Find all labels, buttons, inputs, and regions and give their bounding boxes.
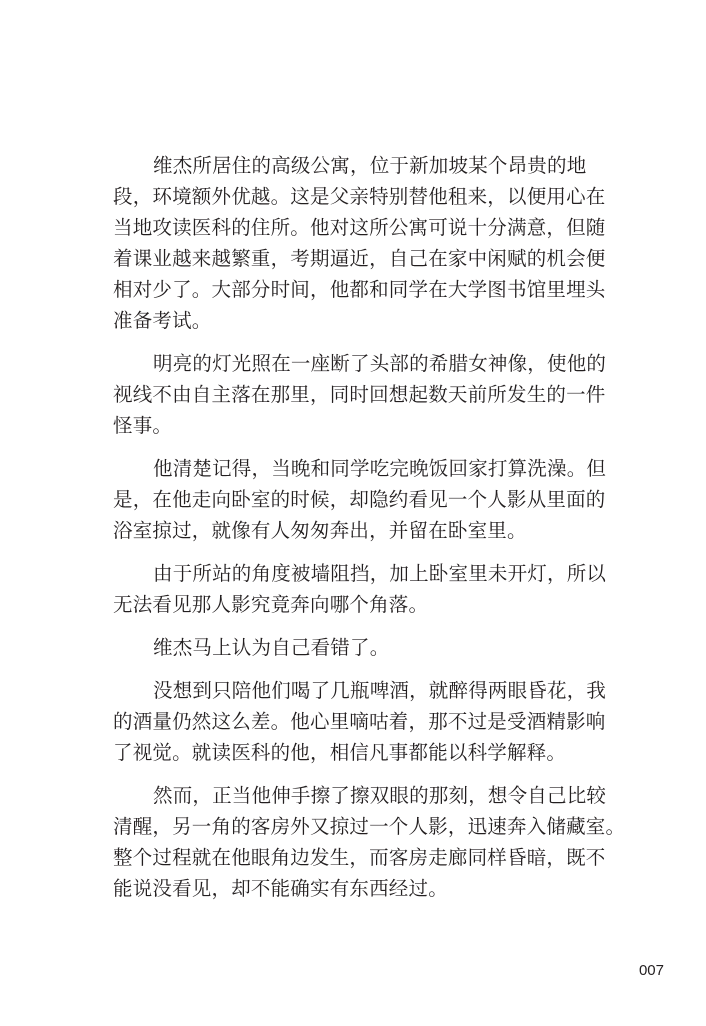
- paragraph-7: [113, 780, 626, 904]
- text-line: 当地攻读医科的住所。他对这所公寓可说十分满意，但随: [113, 216, 606, 239]
- text-line: 准备考试。: [113, 309, 212, 332]
- text-line: 然而，正当他伸手擦了擦双眼的那刻，想令自己比较: [153, 784, 607, 807]
- page-number: 007: [638, 962, 664, 979]
- text-line: 整个过程就在他眼角边发生，而客房走廊同样昏暗，既不: [113, 846, 606, 869]
- text-line: 浴室掠过，就像有人匆匆奔出，并留在卧室里。: [113, 519, 527, 542]
- text-line: 是，在他走向卧室的时候，却隐约看见一个人影从里面的: [113, 488, 606, 511]
- text-line: 能说没看见，却不能确实有东西经过。: [113, 877, 448, 900]
- text-line: 怪事。: [113, 414, 173, 437]
- paragraph-2: [113, 348, 613, 441]
- text-line: 维杰所居住的高级公寓，位于新加坡某个昂贵的地: [153, 154, 587, 177]
- paragraph-5: [113, 632, 613, 663]
- text-line: 由于所站的角度被墙阻挡，加上卧室里未开灯，所以: [153, 562, 607, 585]
- text-line: 的酒量仍然这么差。他心里嘀咕着，那不过是受酒精影响: [113, 710, 606, 733]
- paragraph-4: [113, 558, 613, 620]
- body-text: [113, 150, 626, 916]
- text-line: 段，环境额外优越。这是父亲特别替他租来，以便用心在: [113, 185, 606, 208]
- text-line: 了视觉。就读医科的他，相信凡事都能以科学解释。: [113, 741, 567, 764]
- text-line: 视线不由自主落在那里，同时回想起数天前所发生的一件: [113, 383, 606, 406]
- paragraph-6: [113, 675, 613, 768]
- text-line: 相对少了。大部分时间，他都和同学在大学图书馆里埋头: [113, 278, 606, 301]
- text-line: 无法看见那人影究竟奔向哪个角落。: [113, 593, 429, 616]
- text-line: 着课业越来越繁重，考期逼近，自己在家中闲赋的机会便: [113, 247, 606, 270]
- text-line: 维杰马上认为自己看错了。: [153, 636, 390, 659]
- text-line: 他清楚记得，当晚和同学吃完晚饭回家打算洗澡。但: [153, 457, 607, 480]
- text-line: 没想到只陪他们喝了几瓶啤酒，就醉得两眼昏花，我: [153, 679, 607, 702]
- text-line: 清醒，另一角的客房外又掠过一个人影，迅速奔入储藏室。: [113, 815, 626, 838]
- paragraph-1: [113, 150, 613, 336]
- paragraph-3: [113, 453, 613, 546]
- text-line: 明亮的灯光照在一座断了头部的希腊女神像，使他的: [153, 352, 607, 375]
